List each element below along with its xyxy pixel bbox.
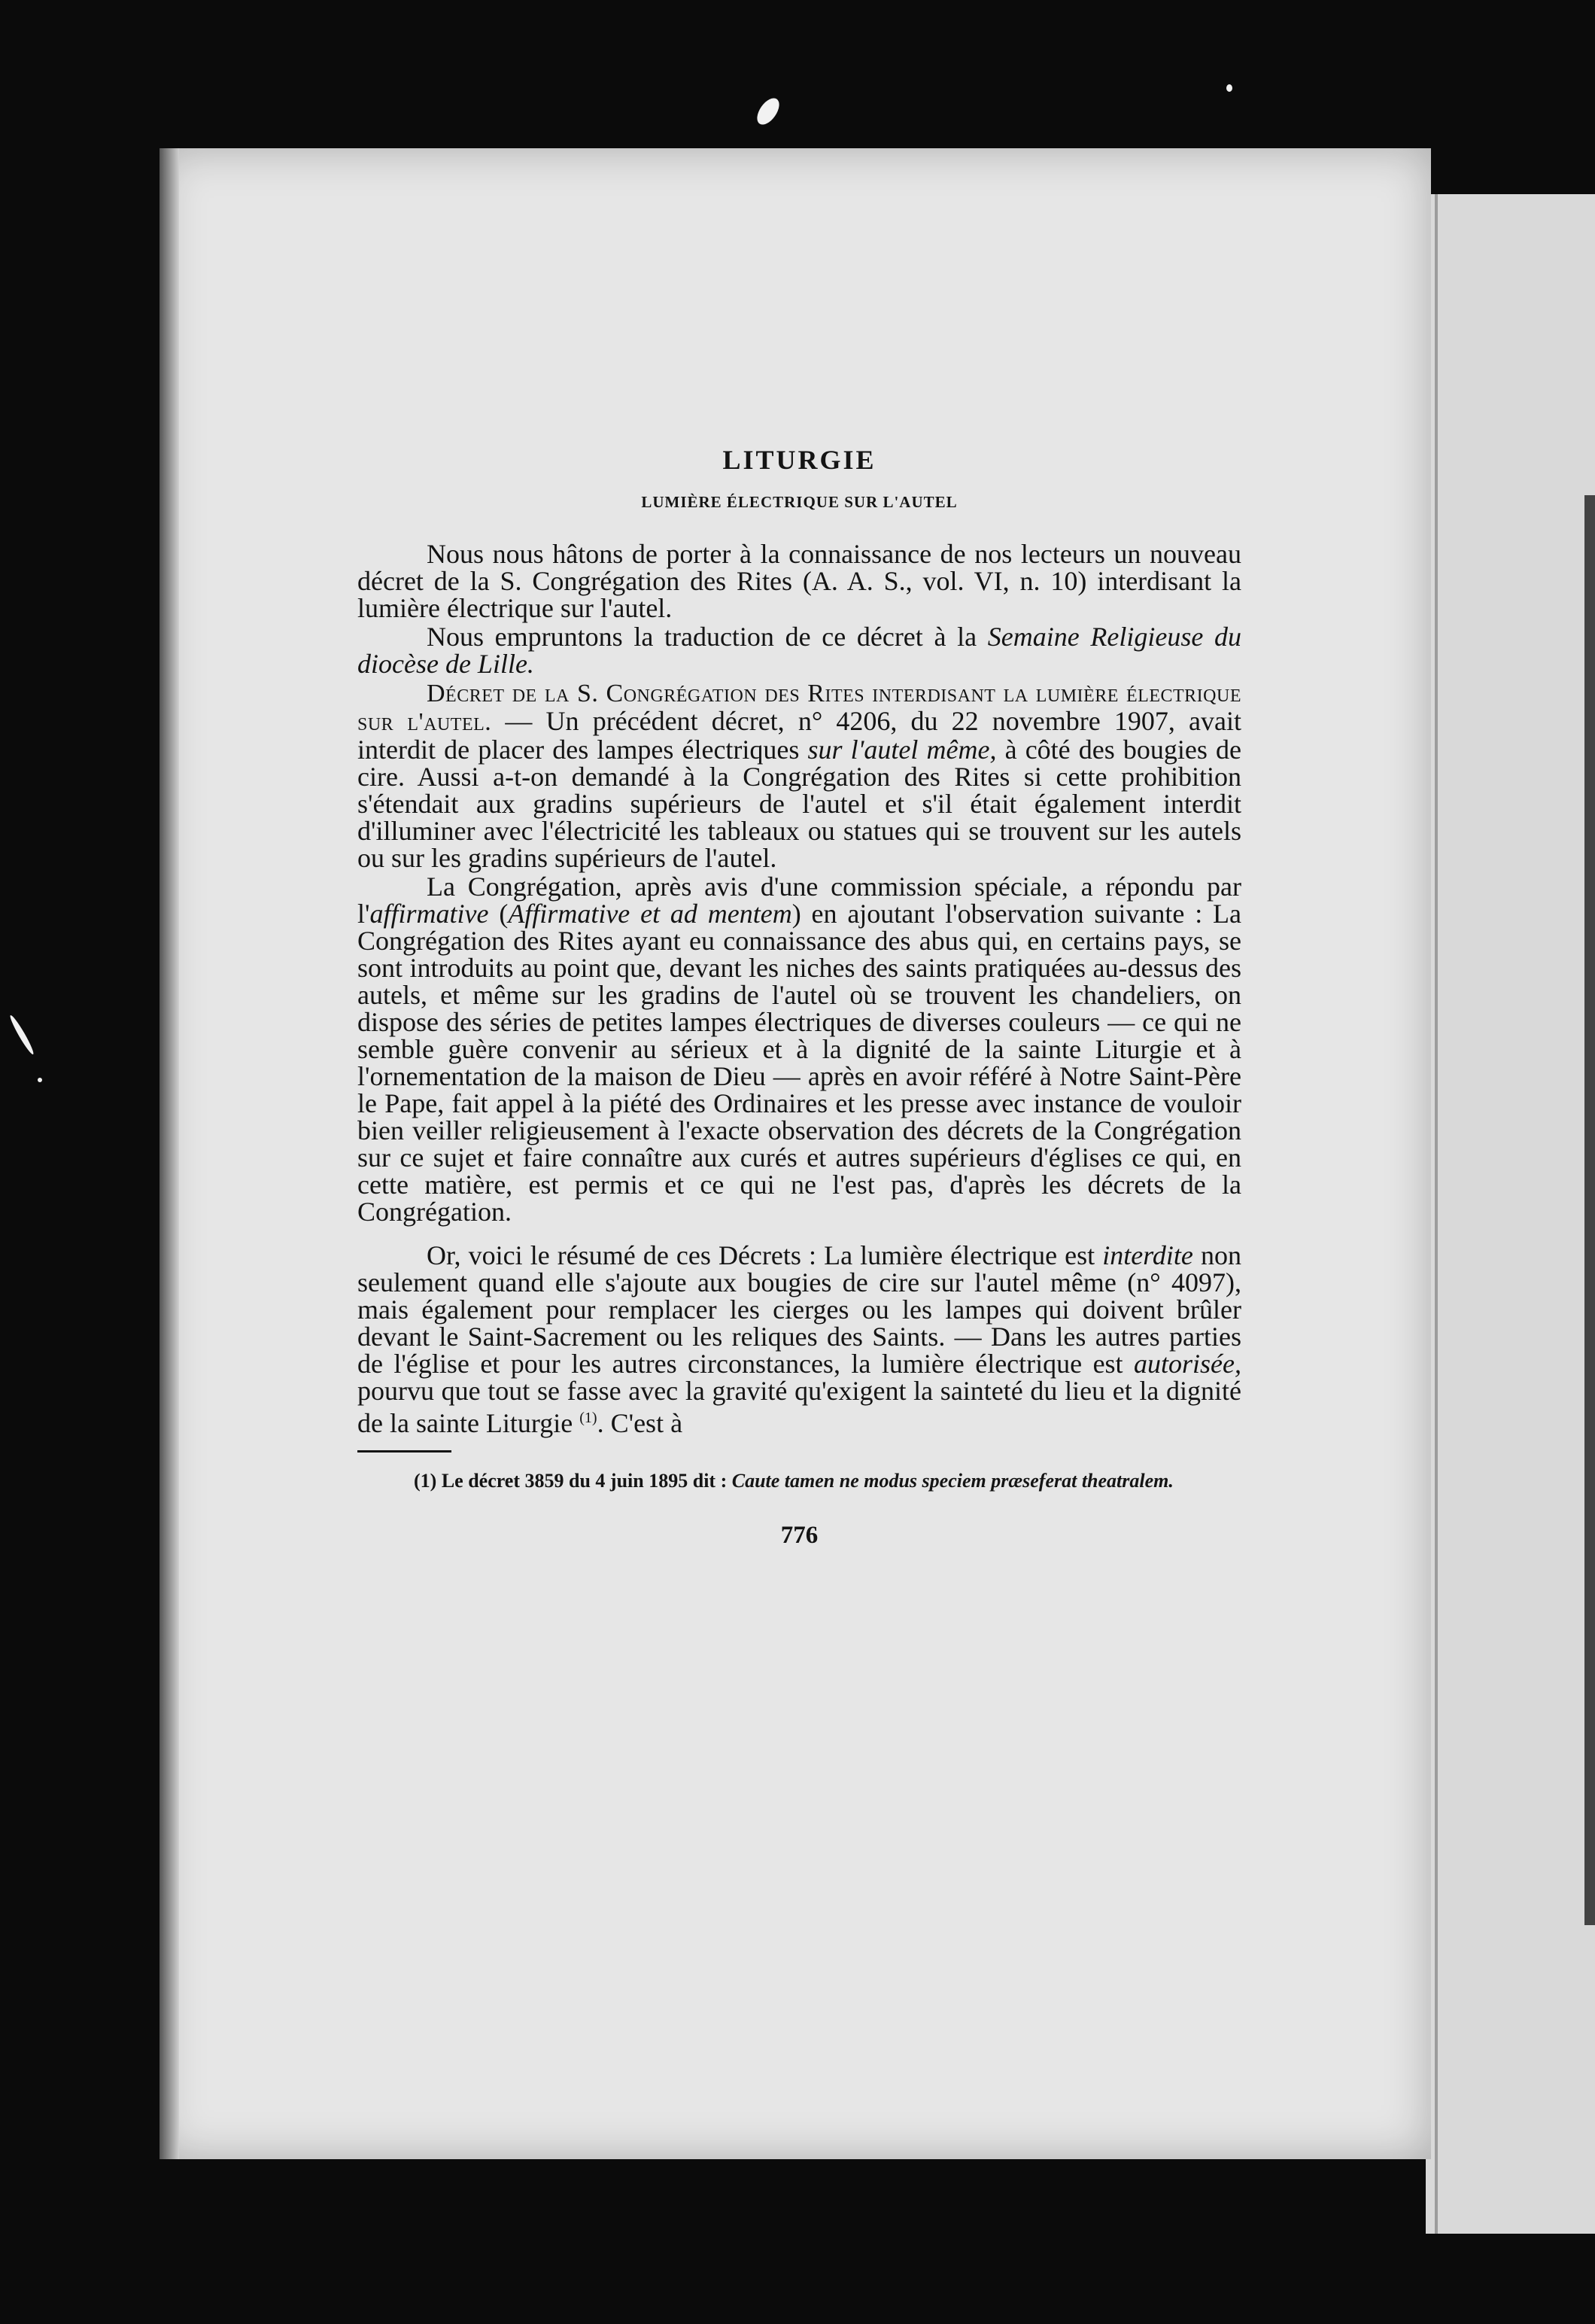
page-fold [1435,194,1438,2234]
text-run: Nous empruntons la traduction de ce décret à la [427,622,988,652]
text-run: Affirmative et ad mentem [508,899,792,929]
text-run: ( [488,899,509,929]
text-run: Nous nous hâtons de porter à la connaissance de nos lecteurs un nouveau décret de la S. Congrégation des Rites (A. A. S., vol. VI, n. 10) interdisant la lumière électrique sur l'autel. [357,539,1241,623]
text-run: non seulement quand elle s'ajoute aux bougies de cire sur l'autel même (n° 4097), mais également pour remplacer les cierges ou les lampes qui doivent brûler devant le Saint-Sacrement ou les reliques des Saints. — Dans les autres parties de l'église et pour les autres circonstances, la lumière électrique est [357,1240,1241,1379]
dust-speck [1226,84,1232,92]
text-run: Or, voici le résumé de ces Décrets : La lumière électrique est [427,1240,1103,1270]
page-content [357,444,1241,1550]
dust-speck [38,1078,42,1082]
text-run: pourvu que tout se fasse avec la gravité qu'exigent la sainteté du lieu et la dignité de la sainte Liturgie [357,1376,1241,1438]
text-run: ) en ajoutant l'observation suivante : La Congrégation des Rites ayant eu connaissance des abus qui, en certains pays, se sont introduits au point que, devant les niches des saints pratiquées au-dessus des autels, et même sur les gradins de l'autel où se trouvent les chandeliers, on dispose des séries de petites lampes électriques de diverses couleurs — ce qui ne semble guère convenir au sérieux et à la dignité de la sainte Liturgie et à l'ornementation de la maison de Dieu — après en avoir référé à Notre Saint-Père le Pape, fait appel à la piété des Ordinaires et les presse avec instance de vouloir bien veiller religieusement à l'exacte observation des décrets de la Congrégation sur ce sujet et faire connaître aux curés et autres supérieurs d'églises ce qui, en cette matière, est permis et ce qui ne l'est pas, d'après les décrets de la Congrégation. [357,899,1241,1227]
dust-speck [753,94,784,128]
paragraph-intro: Décret de la S. Congrégation des Rites interdisant la lumière électrique sur l'autel. [357,680,1241,736]
text-run: interdite [1102,1240,1193,1270]
text-run: La Congrégation, après avis d'une commission spéciale, a répondu par l' [357,872,1241,929]
text-run: . C'est à [597,1408,683,1438]
facing-page-shadow [1584,495,1595,1925]
text-run: — Un précédent décret, n° 4206, du 22 novembre 1907, avait interdit de placer des lampes électriques [357,706,1241,765]
paragraph [357,623,1241,677]
footnote-label: (1) Le décret 3859 du 4 juin 1895 dit : [414,1470,732,1492]
footnote-quote: Caute tamen ne modus speciem præseferat theatralem. [731,1470,1174,1492]
paragraph [357,873,1241,1225]
text-run: Semaine Religieuse du diocèse de Lille. [357,622,1241,679]
text-run: autorisée, [1134,1349,1241,1379]
footnote-divider [357,1450,451,1452]
dust-speck [8,1014,36,1056]
section-title: LITURGIE [722,445,876,475]
section-subtitle: LUMIÈRE ÉLECTRIQUE SUR L'AUTEL [641,493,958,511]
paragraph [357,540,1241,622]
page-binding-shadow [160,148,179,2159]
text-run: à côté des bougies de cire. Aussi a-t-on demandé à la Congrégation des Rites si cette prohibition s'étendait aux gradins supérieurs de l'autel et s'il était également interdit d'illuminer avec l'électricité les tableaux ou statues qui se trouvent sur les autels ou sur les gradins supérieurs de l'autel. [357,735,1241,873]
article-body [357,540,1241,1437]
page-number: 776 [780,1522,819,1549]
paragraph [357,679,1241,872]
paragraph [357,1242,1241,1437]
footnote-ref: (1) [579,1410,597,1426]
facing-page-edge [1426,194,1595,2234]
footnote [357,1469,1241,1493]
text-run: sur l'autel même, [807,735,997,765]
text-run: affirmative [369,899,489,929]
